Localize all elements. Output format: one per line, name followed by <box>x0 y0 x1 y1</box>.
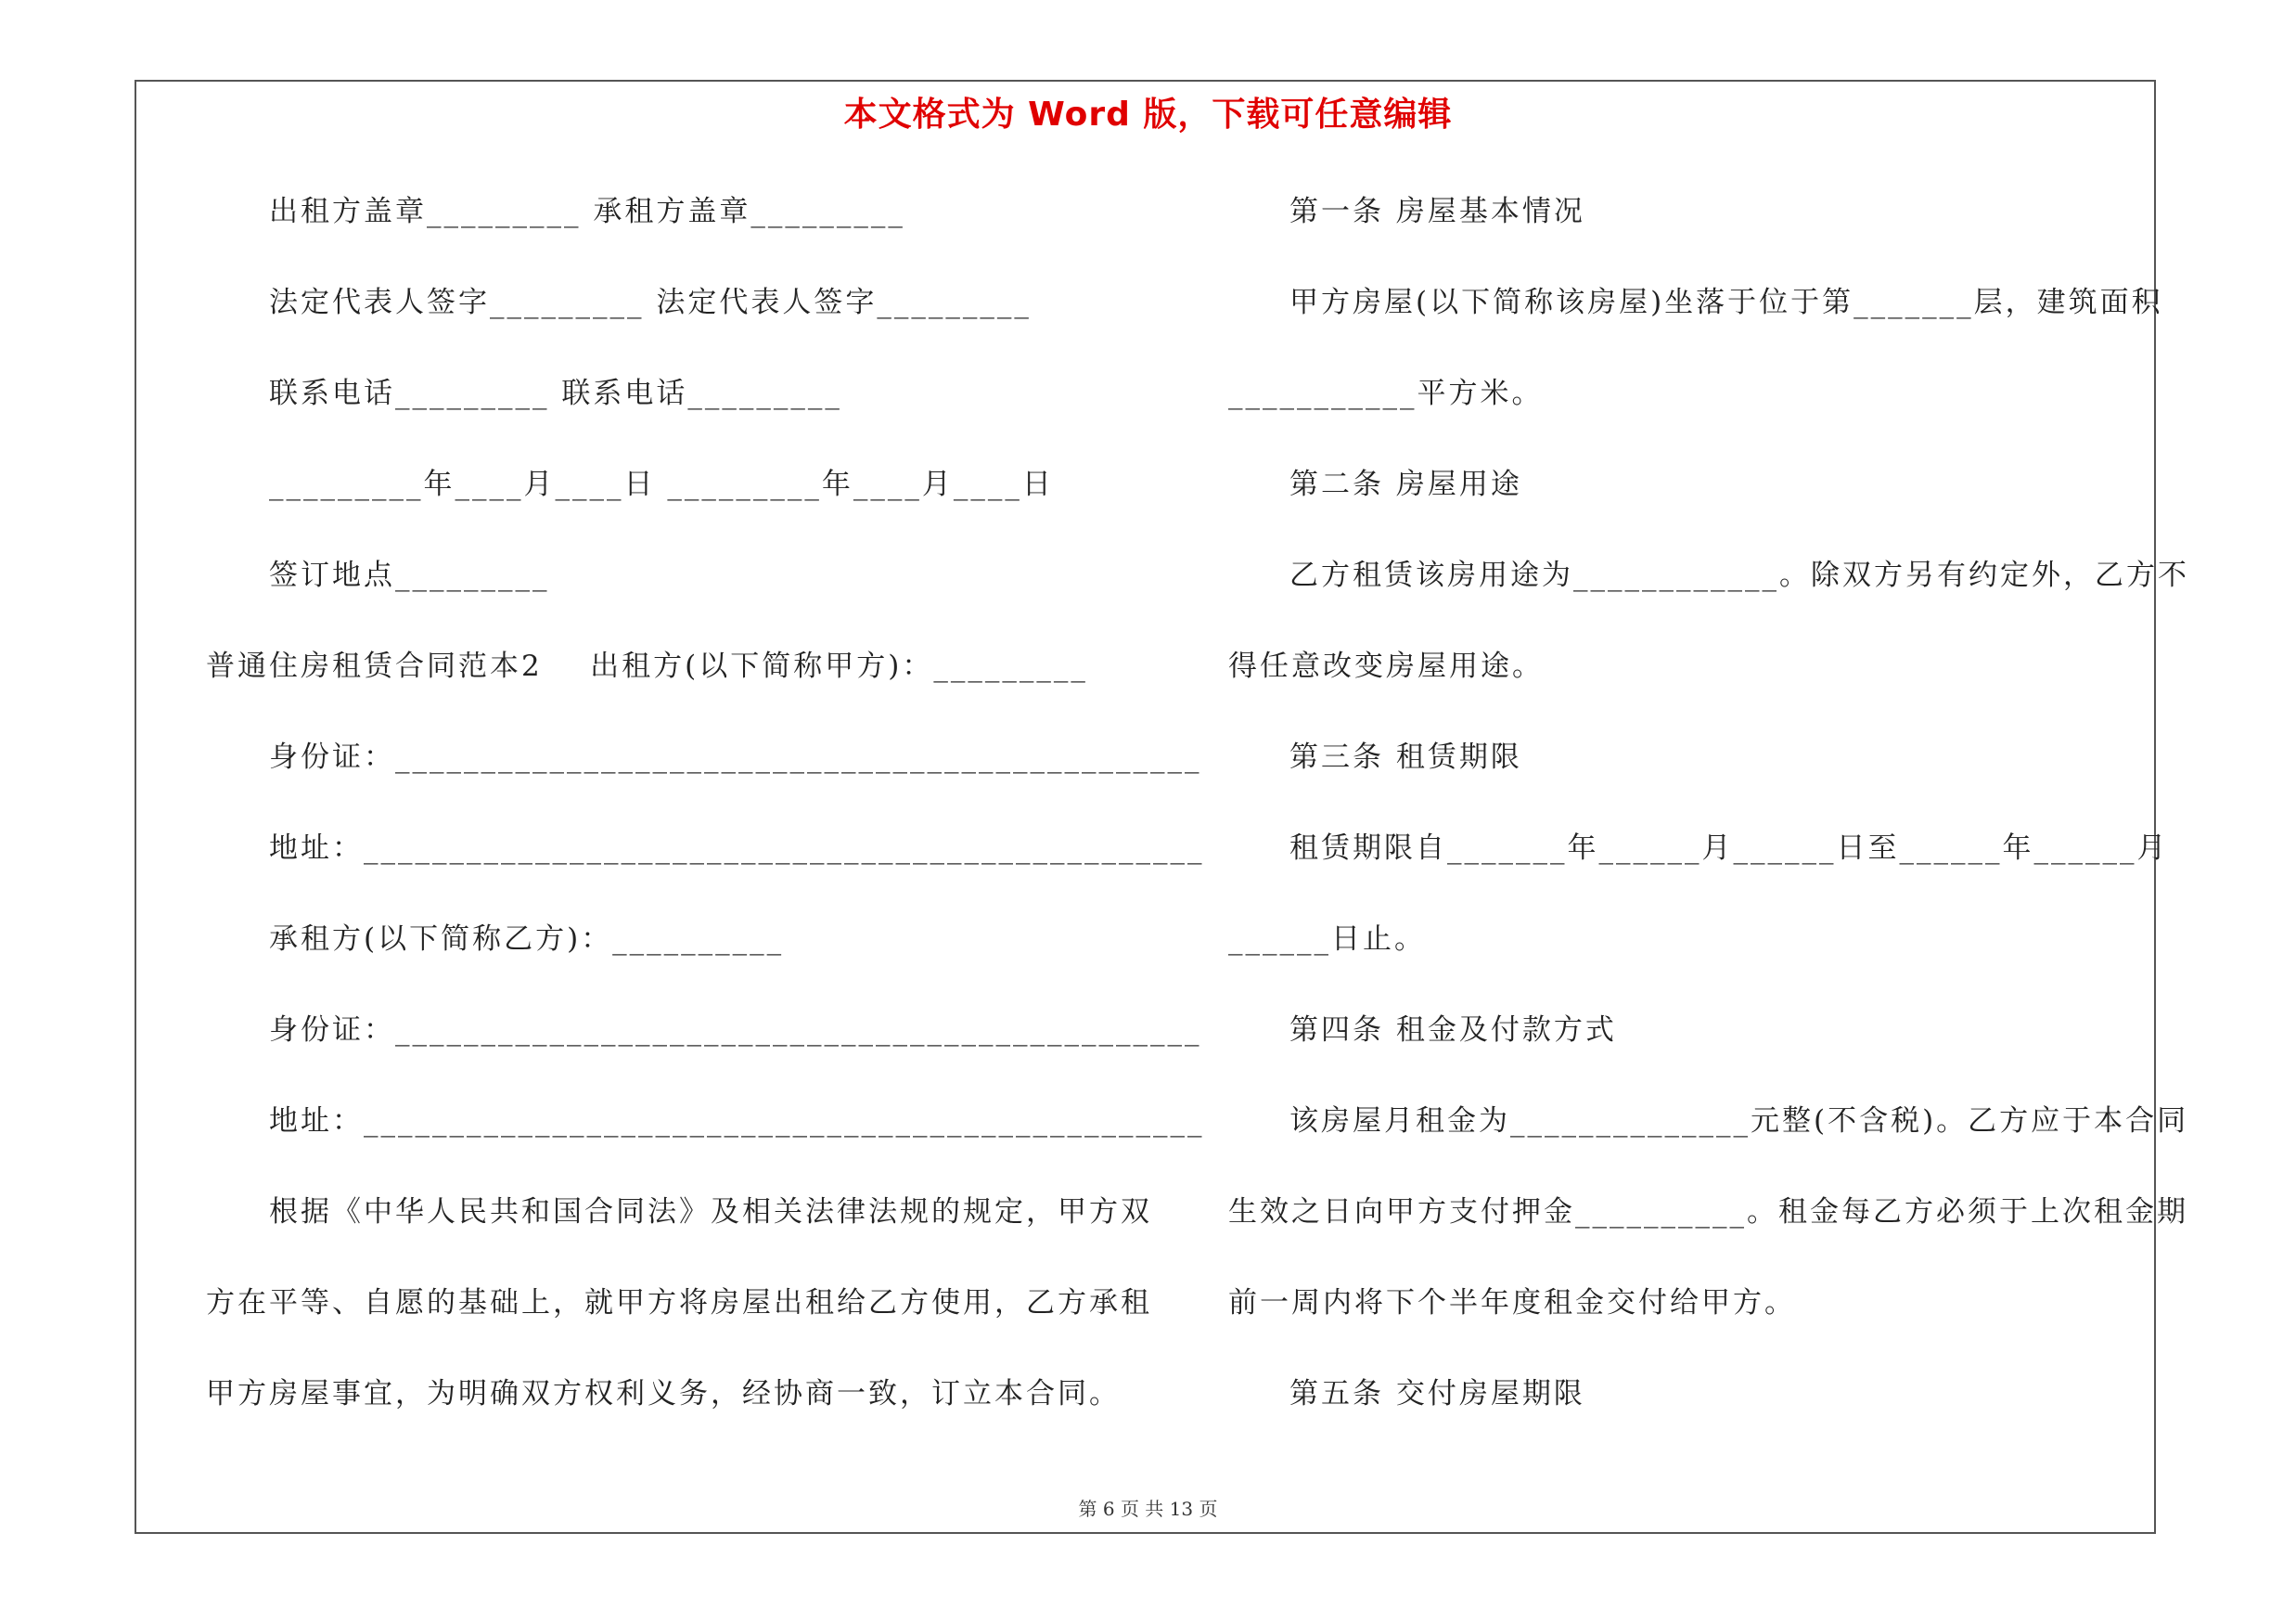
preamble-line-1: 根据《中华人民共和国合同法》及相关法律法规的规定，甲方双 <box>269 1195 1152 1229</box>
lessee-line: 承租方(以下简称乙方)：__________ <box>269 922 785 956</box>
contract-title-lessor-line: 普通住房租赁合同范本2 出租方(以下简称甲方)：_________ <box>206 650 1088 683</box>
article-2-heading: 第二条 房屋用途 <box>1289 468 1522 501</box>
lessee-id-line: 身份证：_______________________________________________ <box>269 1013 1202 1047</box>
article-5-heading: 第五条 交付房屋期限 <box>1289 1377 1585 1410</box>
lessee-address-line: 地址：_________________________________________________ <box>269 1104 1205 1138</box>
article-2-text-1: 乙方租赁该房用途为____________。除双方另有约定外，乙方不 <box>1289 559 2189 592</box>
legal-rep-sign-line: 法定代表人签字_________ 法定代表人签字_________ <box>269 286 1032 319</box>
lessor-id-line: 身份证：_______________________________________________ <box>269 741 1202 774</box>
lessor-seal-line: 出租方盖章_________ 承租方盖章_________ <box>269 195 905 228</box>
article-3-text-2: ______日止。 <box>1228 922 1426 956</box>
article-4-heading: 第四条 租金及付款方式 <box>1289 1013 1617 1047</box>
article-3-heading: 第三条 租赁期限 <box>1289 741 1522 774</box>
article-2-text-2: 得任意改变房屋用途。 <box>1228 650 1544 683</box>
preamble-line-2: 方在平等、自愿的基础上，就甲方将房屋出租给乙方使用，乙方承租 <box>206 1286 1152 1320</box>
article-4-text-1: 该房屋月租金为______________元整(不含税)。乙方应于本合同 <box>1289 1104 2189 1138</box>
article-1-text-1: 甲方房屋(以下简称该房屋)坐落于位于第_______层，建筑面积 <box>1289 286 2163 319</box>
article-1-text-2: ___________平方米。 <box>1228 377 1544 410</box>
article-1-heading: 第一条 房屋基本情况 <box>1289 195 1585 228</box>
date-line: _________年____月____日 _________年____月____日 <box>269 468 1054 501</box>
phone-line: 联系电话_________ 联系电话_________ <box>269 377 842 410</box>
preamble-line-3: 甲方房屋事宜，为明确双方权利义务，经协商一致，订立本合同。 <box>206 1377 1121 1410</box>
article-3-text-1: 租赁期限自_______年______月______日至______年______月 <box>1289 831 2169 865</box>
word-format-banner: 本文格式为 Word 版，下载可任意编辑 <box>843 96 1453 134</box>
signing-place-line: 签订地点_________ <box>269 559 550 592</box>
article-4-text-2: 生效之日向甲方支付押金__________。租金每乙方必须于上次租金期 <box>1228 1195 2188 1229</box>
article-4-text-3: 前一周内将下个半年度租金交付给甲方。 <box>1228 1286 1796 1320</box>
page-number-footer: 第 6 页 共 13 页 <box>1078 1498 1218 1520</box>
lessor-address-line: 地址：_________________________________________________ <box>269 831 1205 865</box>
